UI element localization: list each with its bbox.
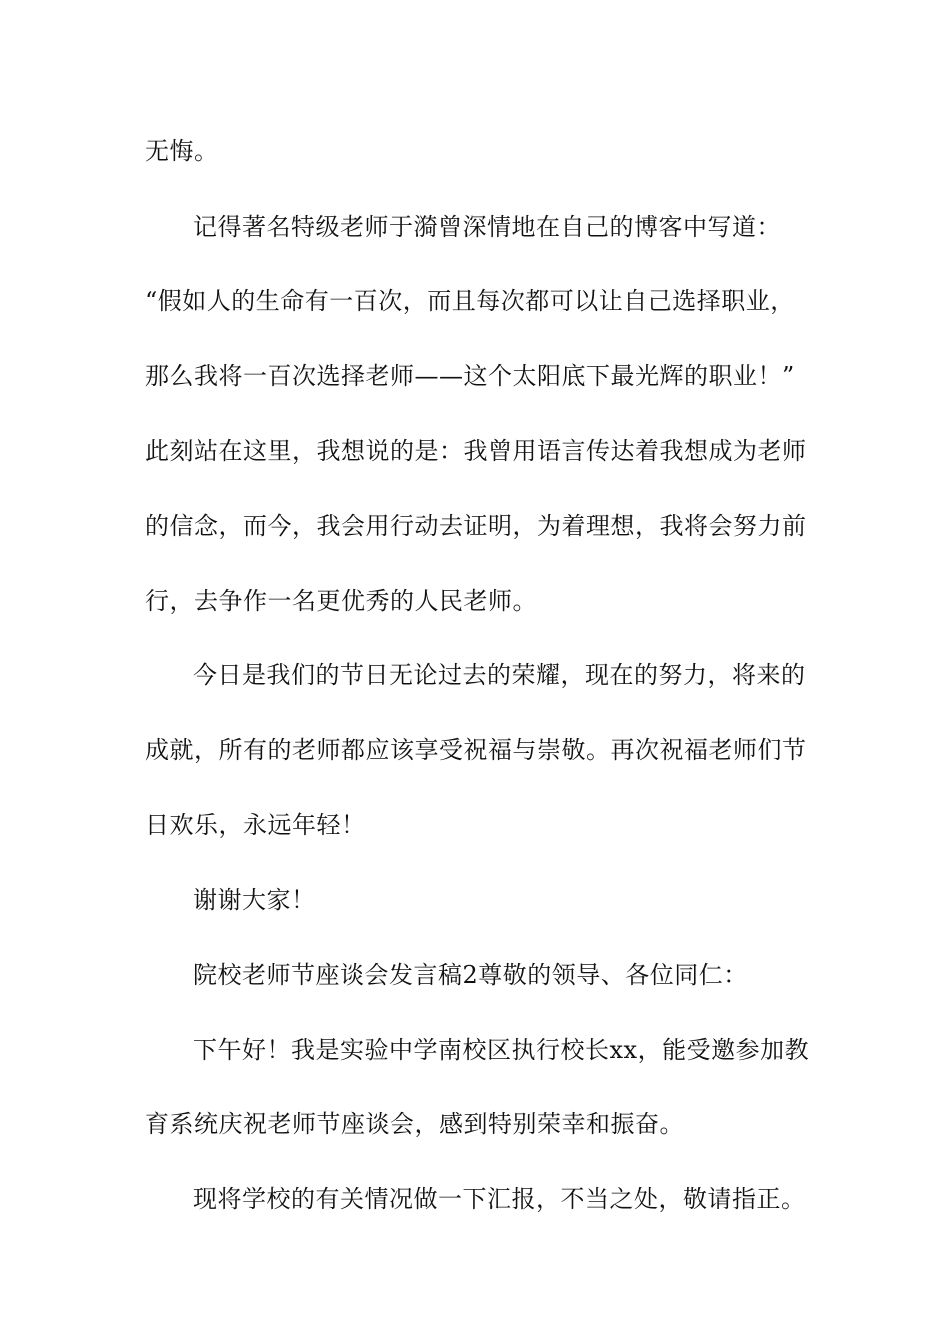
text-line: 今日是我们的节日无论过去的荣耀，现在的努力，将来的 — [193, 661, 806, 689]
text-line: 无悔。 — [145, 137, 219, 165]
text-line: 成就，所有的老师都应该享受祝福与崇敬。再次祝福老师们节 — [145, 736, 807, 764]
text-line: 日欢乐，永远年轻！ — [145, 811, 366, 839]
text-line: 育系统庆祝老师节座谈会，感到特别荣幸和振奋。 — [145, 1110, 684, 1138]
text-line: 的信念，而今，我会用行动去证明，为着理想，我将会努力前 — [145, 512, 807, 540]
text-line: 记得著名特级老师于漪曾深情地在自己的博客中写道： — [193, 213, 781, 241]
text-line: 谢谢大家！ — [193, 886, 316, 914]
text-line: 院校老师节座谈会发言稿2尊敬的领导、各位同仁： — [193, 961, 748, 989]
text-line: “假如人的生命有一百次，而且每次都可以让自己选择职业， — [145, 287, 795, 315]
text-line: 此刻站在这里，我想说的是：我曾用语言传达着我想成为老师 — [145, 437, 807, 465]
text-line: 下午好！我是实验中学南校区执行校长xx，能受邀参加教 — [193, 1036, 810, 1064]
text-line: 现将学校的有关情况做一下汇报，不当之处，敬请指正。 — [193, 1185, 806, 1213]
text-line: 那么我将一百次选择老师——这个太阳底下最光辉的职业！” — [145, 362, 795, 390]
text-line: 行，去争作一名更优秀的人民老师。 — [145, 587, 537, 615]
